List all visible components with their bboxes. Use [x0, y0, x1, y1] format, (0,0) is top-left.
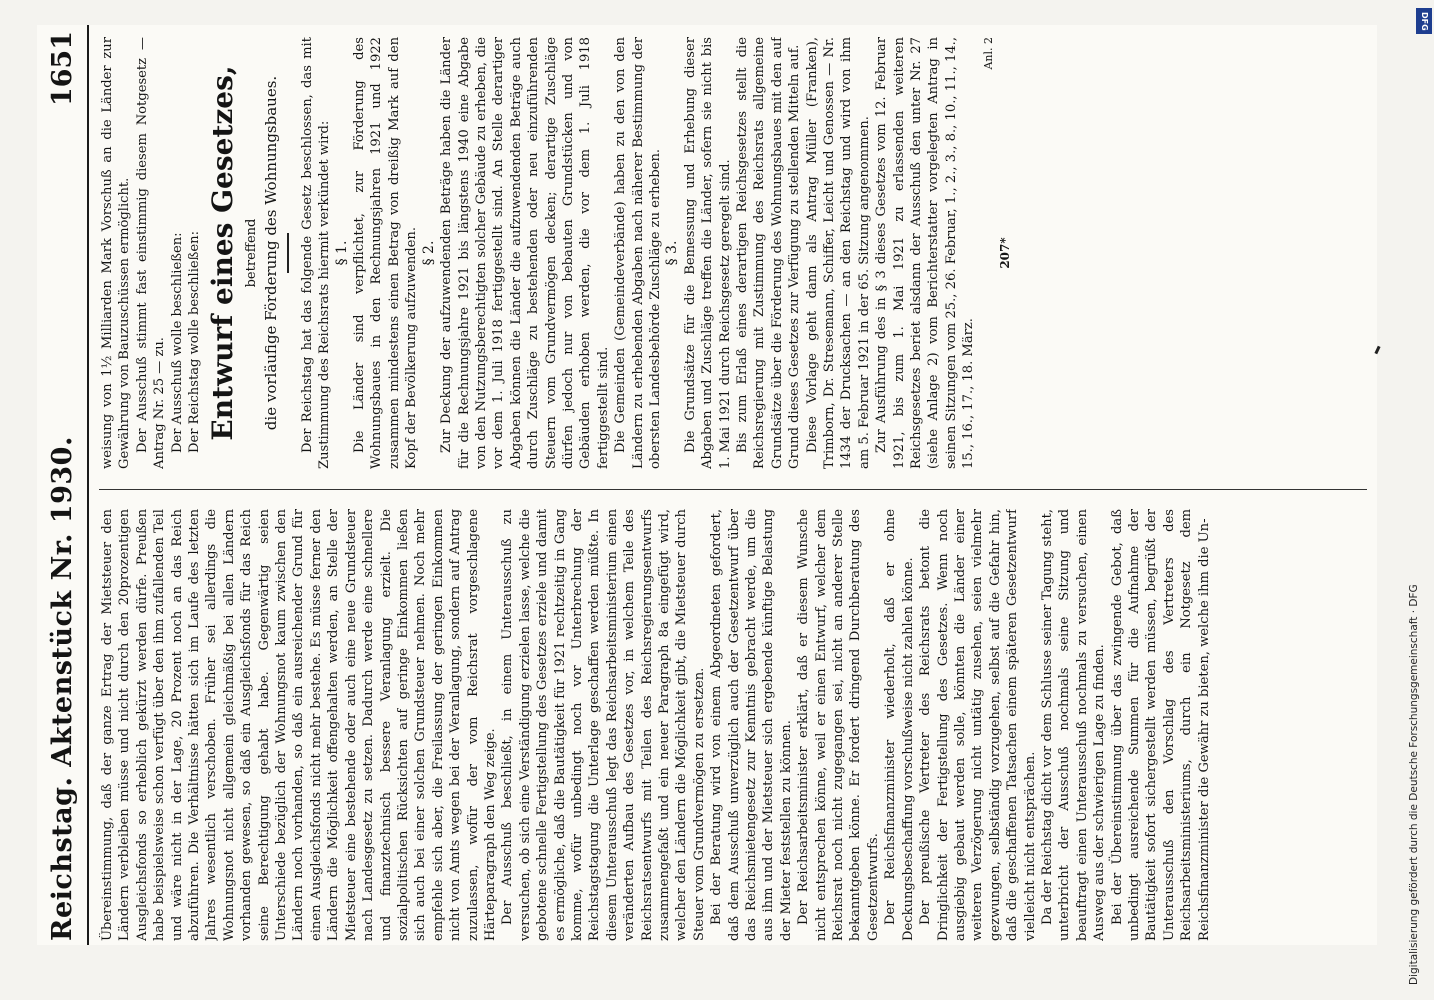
- header-title: Reichstag. Aktenstück Nr. 1930.: [47, 436, 78, 941]
- paragraph: Übereinstimmung, daß der ganze Ertrag der Mietsteuer den Ländern verbleiben müsse und nicht durch den 20prozentigen Ausgleichsfonds so erheblich gekürzt werden dürfe. Preußen habe beispielsweise schon verfügt über den ihm zufallenden Teil und wäre nicht in der Lage, 20 Prozent noch an das Reich abzuführen. Die Verhältnisse hätten sich im Laufe des letzten Jahres wesentlich verschoben. Früher sei allerdings die Wohnungsnot nicht allgemein gleichmäßig bei allen Ländern vorhanden gewesen, so daß ein Ausgleichsfonds für das Reich seine Berechtigung gehabt habe. Gegenwärtig seien Unterschiede bezüglich der Wohnungsnot kaum zwischen den Ländern noch vorhanden, so daß ein ausreichender Grund für einen Ausgleichsfonds nicht mehr bestehe. Es müsse ferner den Ländern die Möglichkeit offengehalten werden, an Stelle der Mietsteuer eine bestehende oder auch eine neue Grundsteuer nach Landesgesetz zu setzen. Dadurch werde eine schnellere und finanztechnisch bessere Veranlagung erzielt. Die sozialpolitischen Rücksichten auf geringe Einkommen ließen sich auch bei einer solchen Grundsteuer nehmen. Noch mehr empfehle sich aber, die Freilassung der geringen Einkommen nicht von Amts wegen bei der Veranlagung, sondern auf Antrag zuzulassen, wofür der vom Reichsrat vorgeschlagene Härteparagraph den Weg zeige.: [100, 509, 498, 941]
- separator-rule: [287, 233, 289, 273]
- law-betreffend: betreffend: [244, 218, 260, 288]
- section-heading: § 1.: [333, 240, 350, 266]
- running-header: [37, 25, 89, 945]
- page-number: 1651: [47, 31, 78, 107]
- paragraph: Da der Reichstag dicht vor dem Schlusse seiner Tagung steht, unterbricht der Ausschuß nochmals seine Sitzung und beauftragt einen Unterausschuß nochmals zu versuchen, einen Ausweg aus der schwierigen Lage zu finden.: [1039, 509, 1108, 941]
- paragraph: Der Ausschuß wolle beschließen:: [169, 232, 185, 453]
- paragraph: Der Reichsarbeitsminister erklärt, daß er diesem Wunsche nicht entsprechen könne, weil er einen Entwurf, welcher dem Reichsrat noch nicht zugegangen sei, nicht an anderer Stelle bekanntgeben könne. Er fordert dringend Durchberatung des Gesetzentwurfs.: [796, 509, 881, 941]
- paragraph: Bei der Übereinstimmung über das zwingende Gebot, daß unbedingt ausreichende Summen für die Aufnahme der Bautätigkeit sofort sichergestellt werden müssen, begrüßt der Unterausschuß den Vorschlag des Vertreters des Reichsarbeitsministeriums, durch ein Notgesetz dem Reichsfinanzminister die Gewähr zu bieten, welche ihm die Un-: [1109, 509, 1212, 941]
- paragraph: Bis zum Erlaß eines derartigen Reichsgesetzes stellt die Reichsregierung mit Zustimmung des Reichsrats allgemeine Grundsätze über die Förderung des Wohnungsbaues mit den auf Grund dieses Gesetzes zur Verfügung zu stellenden Mitteln auf.: [735, 37, 803, 469]
- paragraph: Die Länder sind verpflichtet, zur Förderung des Wohnungsbaues in den Rechnungsjahren 1921 und 1922 zusammen mindestens einen Betrag von dreißig Mark auf den Kopf der Bevölkerung aufzuwenden.: [352, 37, 420, 469]
- digitization-credit: Digitalisierung gefördert durch die Deutsche Forschungsgemeinschaft · DFG: [1408, 584, 1420, 985]
- signature-mark: 207*: [998, 237, 1013, 269]
- paragraph: Die Grundsätze für die Bemessung und Erhebung dieser Abgaben und Zuschläge treffen die Länder, sofern sie nicht bis 1. Mai 1921 durch Reichsgesetz geregelt sind.: [682, 37, 733, 469]
- left-column: [99, 509, 1369, 941]
- law-subtitle: die vorläufige Förderung des Wohnungsbaues.: [261, 75, 280, 431]
- paragraph: Der Reichstag wolle beschließen:: [187, 230, 203, 453]
- paragraph: Der preußische Vertreter des Reichsrats betont die Dringlichkeit der Fertigstellung des Gesetzes. Wenn noch ausgiebig gebaut werden solle, könnten die Länder einer weiteren Verzögerung nicht untätig zusehen, seien vielmehr gezwungen, selbständig vorzugehen, selbst auf die Gefahr hin, daß die geschaffenen Tatsachen einem späteren Gesetzentwurf vielleicht nicht entsprächen.: [918, 509, 1038, 941]
- dfg-logo: DFG: [1416, 8, 1432, 34]
- paragraph: Die Gemeinden (Gemeindeverbände) haben zu den von den Ländern zu erhebenden Abgaben nach näherer Bestimmung der obersten Landesbehörde Zuschläge zu erheben.: [613, 37, 663, 469]
- paragraph: Der Ausschuß stimmt fast einstimmig diesem Notgesetz — Antrag Nr. 25 — zu.: [134, 37, 168, 469]
- section-heading: § 2.: [420, 240, 437, 266]
- paragraph: Der Reichstag hat das folgende Gesetz beschlossen, das mit Zustimmung des Reichsrats hiermit verkündet wird:: [299, 37, 333, 469]
- margin-note: Anl. 2: [981, 37, 995, 70]
- section-heading: § 3.: [664, 240, 681, 266]
- column-divider: [99, 489, 1367, 490]
- paragraph: Bei der Beratung wird von einem Abgeordneten gefordert, daß dem Ausschuß unverzüglich auch der Gesetzentwurf über das Reichsmietengesetz zur Kenntnis gebracht werde, um die aus ihm und der Mietsteuer sich ergebende künftige Belastung der Mieter feststellen zu können.: [709, 509, 794, 941]
- document-page: [37, 25, 1377, 945]
- paragraph: Diese Vorlage geht dann als Antrag Müller (Franken), Trimborn, Dr. Stresemann, Schiffer, Leicht und Genossen — Nr. 1434 der Drucksachen — an den Reichstag und wird von ihm am 5. Februar 1921 in der 65. Sitzung angenommen.: [804, 37, 872, 469]
- paragraph: Der Reichsfinanzminister wiederholt, daß er ohne Deckungsbeschaffung vorschußweise nicht zahlen könne.: [883, 509, 916, 941]
- paragraph: Zur Ausführung des in § 3 dieses Gesetzes vom 12. Februar 1921, bis zum 1. Mai 1921 zu erlassenden weiteren Reichsgesetzes beriet alsdann der Ausschuß den unter Nr. 27 (siehe Anlage 2) vom Berichterstatter vorgelegten Antrag in seinen Sitzungen vom 25., 26. Februar, 1., 2., 3., 8., 10., 11., 14., 15., 16., 17., 18. März.: [874, 37, 977, 469]
- law-title: Entwurf eines Gesetzes,: [206, 65, 240, 441]
- right-column: [99, 37, 1369, 469]
- paragraph: weisung von 1½ Milliarden Mark Vorschuß an die Länder zur Gewährung von Bauzuschüssen ermöglicht.: [100, 37, 133, 469]
- paragraph: Zur Deckung der aufzuwendenden Beträge haben die Länder für die Rechnungsjahre 1921 bis längstens 1940 eine Abgabe von den Nutzungsberechtigten solcher Gebäude zu erheben, die vor dem 1. Juli 1918 fertiggestellt sind. An Stelle derartiger Abgaben können die Länder die aufzuwendenden Beträge auch durch Zuschläge zu bestehenden oder neu einzuführenden Steuern vom Grundvermögen decken; derartige Zuschläge dürfen jedoch nur von bebauten Grundstücken und von Gebäuden erhoben werden, die vor dem 1. Juli 1918 fertiggestellt sind.: [439, 37, 611, 469]
- paragraph: Der Ausschuß beschließt, in einem Unterausschuß zu versuchen, ob sich eine Verständigung erzielen lasse, welche die gebotene schnelle Fertigstellung des Gesetzes erziele und damit es ermögliche, daß die Bautätigkeit für 1921 rechtzeitig in Gang komme, wofür unbedingt noch vor Unterbrechung der Reichstagstagung die Unterlage geschaffen werden müßte. In diesem Unterausschuß legt das Reichsarbeitsministerium einen veränderten Aufbau des Gesetzes vor, in welchem Teile des Reichsratsentwurfs mit Teilen des Reichsregierungsentwurfs zusammengefaßt und ein neuer Paragraph 8a eingefügt wird, welcher den Ländern die Möglichkeit gibt, die Mietsteuer durch Steuer vom Grundvermögen zu ersetzen.: [500, 509, 707, 941]
